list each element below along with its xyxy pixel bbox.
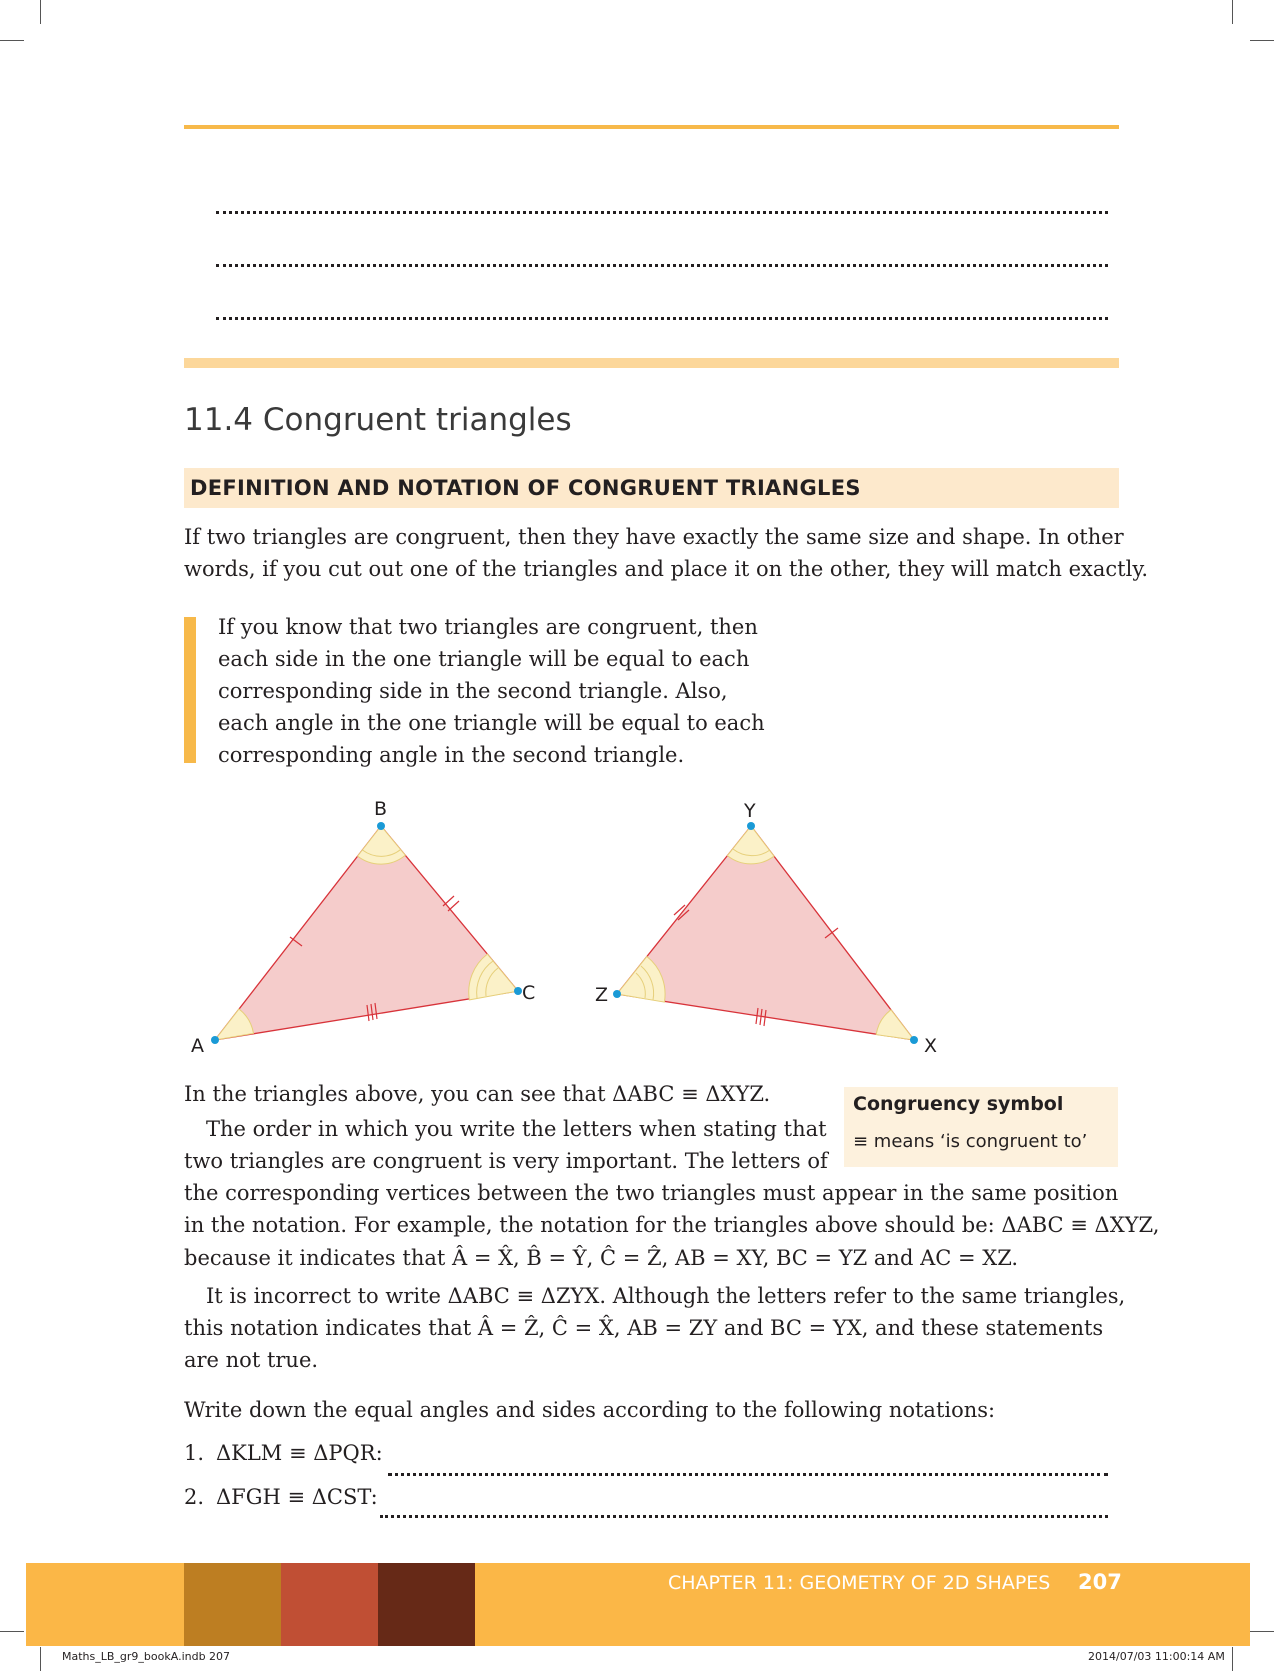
vertex-label-y: Y: [744, 800, 756, 822]
print-slug-file: Maths_LB_gr9_bookA.indb 207: [62, 1650, 231, 1663]
crop-mark: [40, 1647, 41, 1671]
body-p2-line-1: The order in which you write the letters when stating that: [206, 1117, 827, 1141]
footer-swatch-1: [184, 1563, 281, 1646]
body-p1: In the triangles above, you can see that ΔABC ≡ ΔXYZ.: [184, 1082, 771, 1106]
footer-swatch-2: [281, 1563, 378, 1646]
vertex-label-z: Z: [595, 984, 609, 1006]
print-slug-timestamp: 2014/07/03 11:00:14 AM: [1088, 1650, 1225, 1663]
crop-mark: [1232, 1647, 1233, 1671]
vertex-label-b: B: [374, 798, 388, 820]
body-p2-line-3: the corresponding vertices between the two triangles must appear in the same position: [184, 1181, 1119, 1205]
vertex-label-c: C: [522, 982, 536, 1004]
exercise-1-number: 1.: [184, 1441, 205, 1465]
congruency-symbol-text: ≡ means ‘is congruent to’: [853, 1131, 1088, 1152]
exercise-1-answer-line[interactable]: [388, 1473, 1108, 1476]
footer-swatch-3: [378, 1563, 475, 1646]
footer-chapter-title: CHAPTER 11: GEOMETRY OF 2D SHAPES: [668, 1572, 1051, 1594]
vertex-c-dot: [514, 987, 522, 995]
subheading: DEFINITION AND NOTATION OF CONGRUENT TRIANGLES: [190, 476, 861, 500]
crop-mark: [1232, 0, 1233, 24]
callout-accent-bar: [184, 617, 196, 763]
section-title: 11.4 Congruent triangles: [184, 402, 572, 438]
callout-line-5: corresponding angle in the second triangle.: [218, 743, 685, 767]
intro-line-2: words, if you cut out one of the triangles and place it on the other, they will match exactly.: [184, 557, 1149, 581]
crop-mark: [0, 1631, 24, 1632]
body-p3-line-3: are not true.: [184, 1348, 319, 1372]
crop-mark: [1250, 1631, 1274, 1632]
vertex-label-x: X: [924, 1035, 938, 1057]
exercise-2-answer-line[interactable]: [380, 1515, 1108, 1518]
answer-area-top-rule: [184, 125, 1119, 129]
vertex-y-dot: [747, 822, 755, 830]
exercise-1-notation: ΔKLM ≡ ΔPQR:: [216, 1441, 383, 1465]
vertex-a-dot: [211, 1036, 219, 1044]
answer-line[interactable]: [216, 317, 1108, 320]
body-p3-line-2: this notation indicates that Â = Ẑ, Ĉ = X̂, AB = ZY and BC = YX, and these statements: [184, 1316, 1104, 1340]
vertex-label-a: A: [191, 1035, 204, 1057]
exercise-2-notation: ΔFGH ≡ ΔCST:: [216, 1485, 378, 1509]
answer-line[interactable]: [216, 211, 1108, 214]
congruent-triangles-diagram: [0, 780, 1274, 1070]
callout-line-2: each side in the one triangle will be equal to each: [218, 647, 750, 671]
callout-line-3: corresponding side in the second triangle. Also,: [218, 679, 728, 703]
body-p2-line-5: because it indicates that Â = X̂, B̂ = Ŷ, Ĉ = Ẑ, AB = XY, BC = YZ and AC = XZ.: [184, 1246, 1019, 1270]
congruency-symbol-title: Congruency symbol: [853, 1093, 1064, 1115]
vertex-x-dot: [910, 1036, 918, 1044]
crop-mark: [0, 40, 24, 41]
callout-line-4: each angle in the one triangle will be equal to each: [218, 711, 765, 735]
answer-area-bottom-rule: [184, 358, 1119, 368]
answer-line[interactable]: [216, 264, 1108, 267]
crop-mark: [40, 0, 41, 24]
body-p2-line-2: two triangles are congruent is very important. The letters of: [184, 1149, 828, 1173]
intro-line-1: If two triangles are congruent, then they have exactly the same size and shape. In other: [184, 525, 1124, 549]
exercise-2-number: 2.: [184, 1485, 205, 1509]
callout-line-1: If you know that two triangles are congruent, then: [218, 615, 758, 639]
crop-mark: [1250, 40, 1274, 41]
body-p3-line-1: It is incorrect to write ΔABC ≡ ΔZYX. Although the letters refer to the same triangles,: [206, 1284, 1126, 1308]
body-p2-line-4: in the notation. For example, the notation for the triangles above should be: ΔABC ≡ ΔXYZ,: [184, 1213, 1160, 1237]
vertex-z-dot: [613, 990, 621, 998]
page-number: 207: [1078, 1570, 1122, 1594]
vertex-b-dot: [377, 822, 385, 830]
exercise-prompt: Write down the equal angles and sides according to the following notations:: [184, 1398, 996, 1422]
